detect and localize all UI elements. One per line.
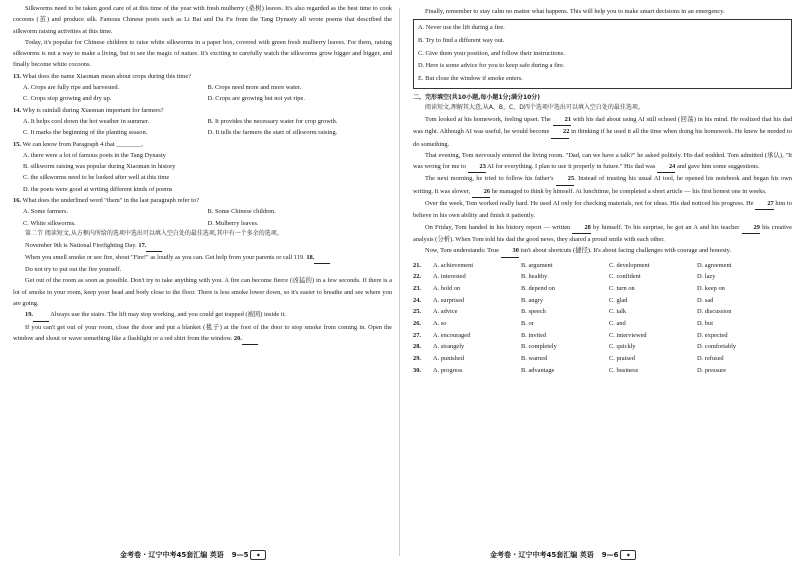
option[interactable]: D. but	[697, 320, 713, 328]
option[interactable]: A. progress	[433, 366, 463, 374]
choice-row: 25. A. advice B. speech C. talk D. discussion	[413, 306, 792, 318]
option: C. the silkworms need to be looked after well at this time	[23, 174, 170, 182]
options-15	[13, 150, 392, 195]
cloze-paragraph: Now, Tom understands: True 30 isn't about shortcuts (捷径). It's about facing challenges with courage and honesty.	[413, 245, 792, 257]
paragraph: 19. Always use the stairs. The lift may stop working, and you could get trapped (被困) inside it.	[13, 309, 392, 321]
answer-blank[interactable]: 28	[572, 222, 590, 234]
answer-blank[interactable]: 23	[468, 161, 486, 173]
page-footer: 金考卷 · 辽宁中考45套汇编 英语 9—6 ◆	[490, 550, 636, 560]
right-page	[400, 0, 800, 566]
option[interactable]: D. discussion	[697, 308, 732, 316]
answer-blank[interactable]: 27	[755, 198, 773, 210]
question-13: 13. What does the name Xiaoman mean about crops during this time?	[13, 72, 192, 80]
option[interactable]: A. interested	[433, 273, 466, 281]
option: D. It tells the farmers the start of silkworm raising.	[207, 129, 338, 137]
option[interactable]: B. advantage	[521, 366, 555, 374]
option: B. Some Chinese children.	[207, 208, 276, 216]
option[interactable]: B. angry	[521, 296, 544, 304]
option: A. It helps cool down the hot weather in summer.	[23, 117, 150, 125]
choice-row: 26. A. so B. or C. and D. but	[413, 318, 792, 330]
box-option: E. But close the window if smoke enters.	[418, 75, 523, 83]
box-option: A. Never use the lift during a fire.	[418, 24, 505, 32]
option[interactable]: D. expected	[697, 331, 728, 339]
instruction: 阅读短文,理解其大意,从A、B、C、D四个选项中选出可以填入空白处的最佳选项。	[425, 104, 644, 112]
option[interactable]: C. talk	[609, 308, 627, 316]
option: C. It marks the beginning of the planting season.	[23, 129, 148, 137]
answer-blank[interactable]	[146, 240, 162, 252]
option: D. Mulberry leaves.	[207, 219, 259, 227]
cloze-paragraph: Tom looked at his homework, feeling upset. The 21 with his dad about using AI still echoed (回荡) in his mind. He realized that his dad was right. Although AI was useful, he would become 22 in thinking if he used it all the time when doing his homework. He knew he needed to do something.	[413, 116, 792, 148]
option: C. Crops stop growing and dry up.	[23, 95, 112, 103]
option[interactable]: B. depend on	[521, 284, 555, 292]
option: B. silkworm raising was popular during Xiaoman in history	[23, 163, 176, 171]
answer-blank[interactable]: 22	[551, 126, 569, 138]
cloze-paragraph: That evening, Tom nervously entered the living room. "Dad, can we have a talk?" he asked politely. His dad nodded. Tom admitted (承认), "It was wrong for me to 23 AI for everything. I plan to use it properly in future." His dad was 24 and gave him some suggestions.	[413, 150, 792, 174]
option[interactable]: C. confident	[609, 273, 641, 281]
seal-icon: ◆	[620, 550, 636, 560]
options-box	[413, 19, 792, 89]
option[interactable]: A. punished	[433, 355, 464, 363]
option[interactable]: A. hold on	[433, 284, 461, 292]
option[interactable]: B. speech	[521, 308, 546, 316]
paragraph: Silkworms need to be taken good care of at this time of the year with fresh mulberry (桑树) leaves. It's also regarded as the best time to cook cocoons (茧) and produce silk. Famous Chinese poets such as Li Bai and Du Fu from the Tang Dynasty all wrote poems that described the silkworm raising activities at this time.	[13, 5, 392, 35]
choice-row: 27. A. encouraged B. invited C. interviewed D. expected	[413, 330, 792, 342]
choice-row: 29. A. punished B. warned C. praised D. refused	[413, 353, 792, 365]
paragraph: Get out of the room as soon as possible. Don't try to take anything with you. A fire can become fierce (凶猛的) in a few seconds. If there is a lot of smoke in your room, keep your head and body close to the floor. There is less smoke lower down, so it's easier to breathe and see where you are going.	[13, 277, 392, 308]
option[interactable]: A. strangely	[433, 343, 465, 351]
seal-icon: ◆	[250, 550, 266, 560]
section-heading: 第二节 阅读短文,从方框内所给的选项中选出可以填入空白处的最佳选项,其中有一个多余的选项。	[25, 229, 283, 237]
cloze-paragraph: The next morning, he tried to follow his father's 25. Instead of trusting his usual AI tool, he opened his notebook and began his own writing. It was slower, 26 he managed to think by himself. At lunchtime, he completed a short article — his first honest one in weeks.	[413, 173, 792, 198]
paragraph: When you smell smoke or see fire, shout "Fire!" as loudly as you can. Get help from your parents or call 119. 18.	[13, 252, 392, 264]
option: A. Some farmers.	[23, 208, 69, 216]
option[interactable]: A. surprised	[433, 296, 465, 304]
answer-blank[interactable]: 24	[657, 161, 675, 173]
option: D. Crops are growing but not yet ripe.	[207, 95, 305, 103]
option[interactable]: D. comfortably	[697, 343, 737, 351]
option: C. White silkworms.	[23, 219, 76, 227]
box-option: C. Give them your position, and follow their instructions.	[418, 49, 565, 57]
option[interactable]: C. quickly	[609, 343, 636, 351]
option: A. there were a lot of famous poets in the Tang Dynasty	[23, 151, 166, 159]
paragraph: If you can't get out of your room, close the door and put a blanket (毯子) at the foot of the door to stop smoke from coming in. Open the window and shout or wave something like a flashlight or a red shirt from the window. 20.	[13, 322, 392, 346]
options-13	[13, 82, 392, 105]
paragraph: Finally, remember to stay calm no matter what happens. This will help you to make smart decisions in an emergency.	[425, 8, 725, 15]
option[interactable]: B. invited	[521, 331, 547, 339]
option[interactable]: C. and	[609, 320, 626, 328]
answer-blank[interactable]: 29	[742, 222, 760, 234]
paragraph: November 9th is National Firefighting Day. 17.	[13, 240, 392, 252]
option[interactable]: C. praised	[609, 355, 635, 363]
answer-blank[interactable]: 25	[556, 173, 574, 185]
answer-blank[interactable]: 26	[472, 186, 490, 198]
option[interactable]: D. pressure	[697, 366, 727, 374]
paragraph: Today, it's popular for Chinese children to raise white silkworms in a paper box, covered with green fresh mulberry leaves. For them, raising silkworms is not a way to make a living, but to see the magic of nature. It's exciting to carefully watch the silkworms grow bigger and bigger, and finally become white cocoons.	[13, 38, 392, 69]
box-option: B. Try to find a different way out.	[418, 37, 505, 44]
option[interactable]: C. glad	[609, 296, 628, 304]
option[interactable]: A. advice	[433, 308, 458, 316]
option[interactable]: D. refused	[697, 355, 724, 363]
option[interactable]: A. so	[433, 320, 447, 328]
option[interactable]: A. achievement	[433, 261, 474, 269]
option[interactable]: C. business	[609, 366, 639, 374]
option[interactable]: A. encouraged	[433, 331, 471, 339]
choice-row: 24. A. surprised B. angry C. glad D. sad	[413, 295, 792, 307]
page-footer: 金考卷 · 辽宁中考45套汇编 英语 9—5 ◆	[120, 550, 266, 560]
option[interactable]: B. completely	[521, 343, 557, 351]
choice-grid	[413, 260, 792, 377]
option[interactable]: B. or	[521, 320, 534, 328]
question-15: 15. We can know from Paragraph 4 that ________.	[13, 140, 144, 148]
question-16: 16. What does the underlined word "them" in the last paragraph refer to?	[13, 197, 199, 205]
option[interactable]: B. warned	[521, 355, 548, 363]
answer-blank[interactable]	[314, 252, 330, 264]
section-heading: 二、完形填空(共10小题,每小题1分;满分10分)	[413, 93, 541, 101]
choice-row: 30. A. progress B. advantage C. business D. pressure	[413, 365, 792, 377]
option[interactable]: D. keep on	[697, 284, 725, 292]
options-16	[13, 206, 392, 229]
option[interactable]: D. agreement	[697, 261, 732, 269]
box-option: D. Here is some advice for you to keep safe during a fire.	[418, 62, 565, 70]
option[interactable]: C. interviewed	[609, 331, 647, 339]
option[interactable]: D. sad	[697, 296, 714, 304]
option: D. the poets were good at writing different kinds of poems	[23, 185, 173, 193]
option: B. Crops need more and more water.	[207, 84, 302, 92]
page-number: 9—6	[601, 551, 619, 559]
choice-row: 23. A. hold on B. depend on C. turn on D. keep on	[413, 283, 792, 295]
option[interactable]: B. argument	[521, 261, 553, 269]
options-14	[13, 116, 392, 139]
answer-blank[interactable]	[242, 333, 258, 345]
cloze-paragraph: On Friday, Tom handed in his history report — written 28 by himself. To his surprise, he got an A and his teacher 29 his creative analysis (分析). When Tom told his dad the good news, they shared a proud smile with each other.	[413, 223, 792, 243]
answer-blank[interactable]	[33, 309, 49, 321]
answer-blank[interactable]: 21	[553, 114, 571, 126]
cloze-paragraph: Over the week, Tom worked really hard. He used AI only for checking materials, not for ideas. His dad noticed his progress. He 27 him to believe in his own ability and finish it patiently.	[413, 200, 792, 220]
page-number: 9—5	[231, 551, 249, 559]
option[interactable]: B. healthy	[521, 273, 548, 281]
choice-row: 21. A. achievement B. argument C. development D. agreement	[413, 260, 792, 272]
option[interactable]: C. turn on	[609, 284, 635, 292]
option: A. Crops are fully ripe and harvested.	[23, 84, 120, 92]
option: B. It provides the necessary water for crop growth.	[207, 117, 338, 125]
choice-row: 22. A. interested B. healthy C. confident D. lazy	[413, 271, 792, 283]
paragraph: Do not try to put out the fire yourself.	[25, 266, 122, 274]
choice-row: 28. A. strangely B. completely C. quickly D. comfortably	[413, 341, 792, 353]
answer-blank[interactable]: 30	[501, 245, 519, 257]
option[interactable]: C. development	[609, 261, 650, 269]
option[interactable]: D. lazy	[697, 273, 716, 281]
question-14: 14. Why is rainfall during Xiaoman important for farmers?	[13, 106, 164, 114]
